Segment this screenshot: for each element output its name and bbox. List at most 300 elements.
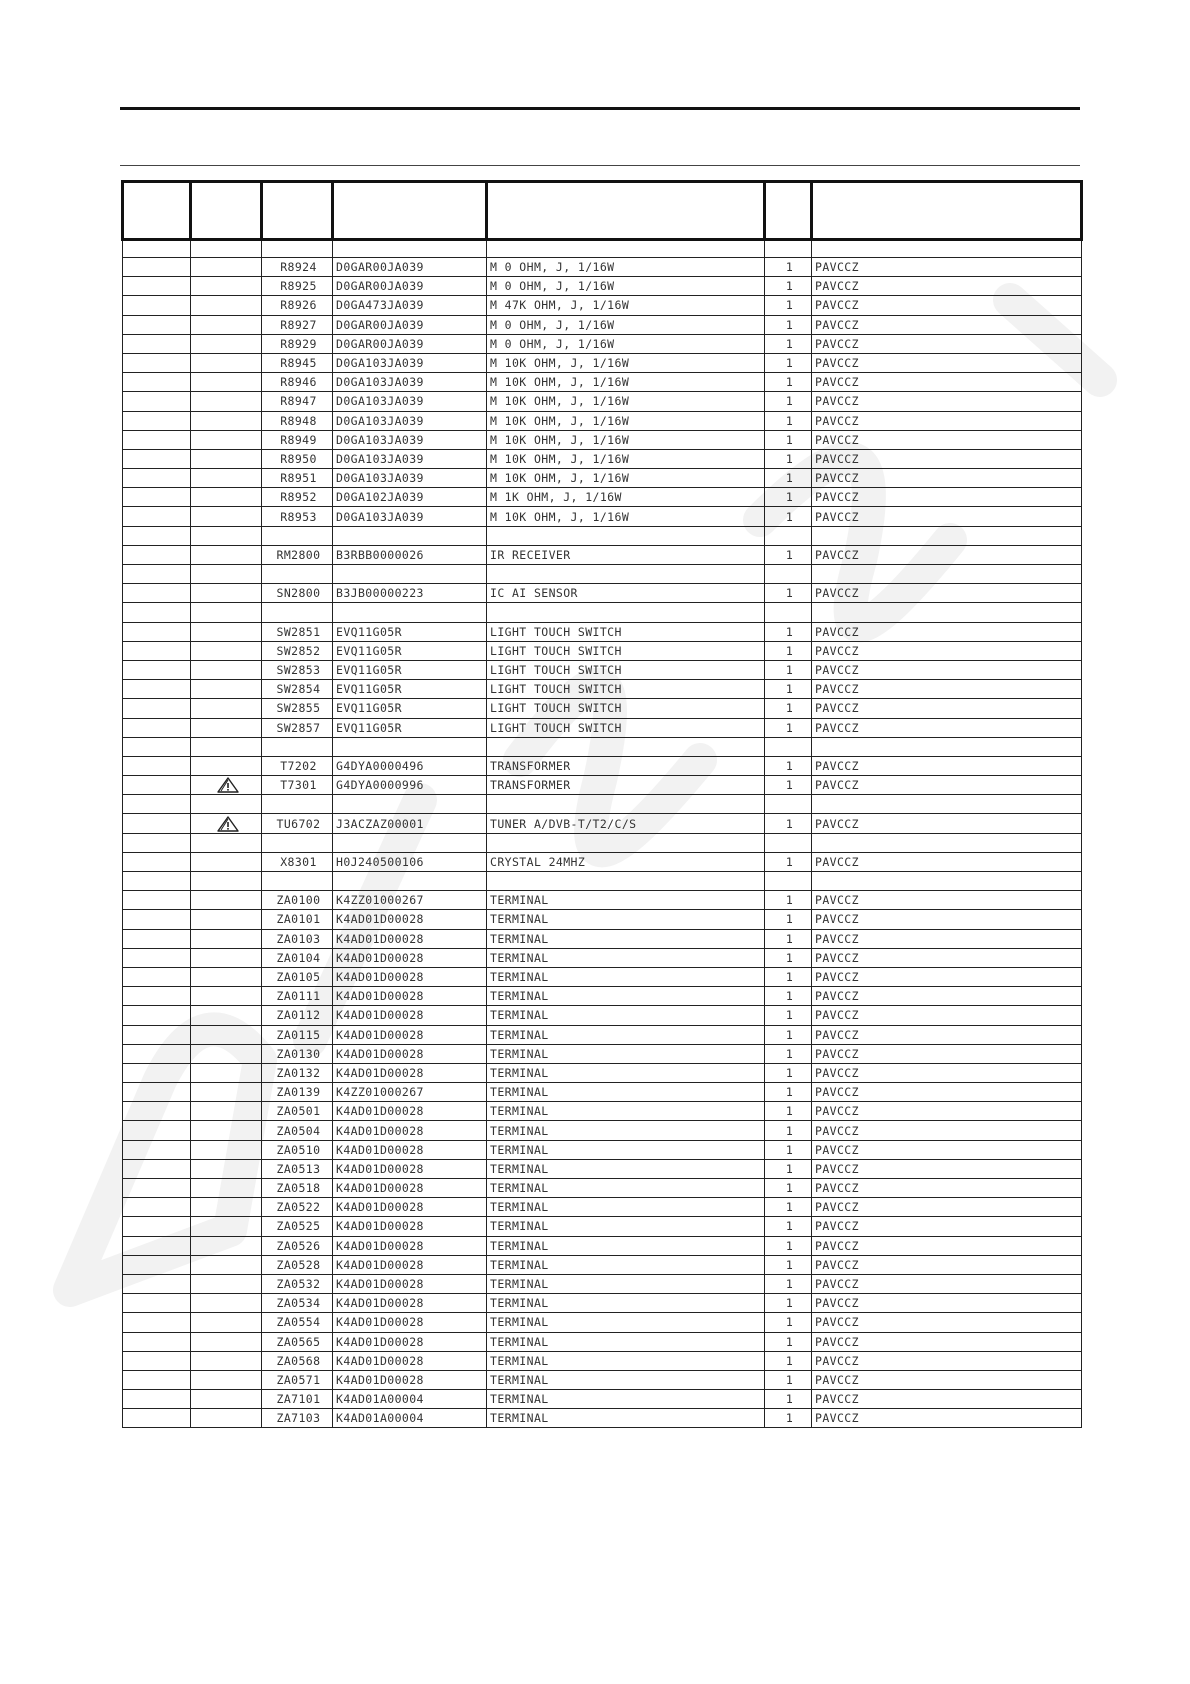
safety-mark-cell <box>191 1063 262 1082</box>
blank-cell <box>123 1159 191 1178</box>
spacer-row <box>123 795 1082 814</box>
description-cell: TERMINAL <box>487 1044 765 1063</box>
description-cell: TERMINAL <box>487 1006 765 1025</box>
blank-cell <box>123 1294 191 1313</box>
remarks-cell: PAVCCZ <box>812 1121 1082 1140</box>
ref-no-cell: ZA0518 <box>262 1179 333 1198</box>
blank-cell <box>123 1313 191 1332</box>
remarks-cell: PAVCCZ <box>812 1159 1082 1178</box>
ref-no-cell: R8952 <box>262 488 333 507</box>
part-no-cell: K4AD01D00028 <box>333 1044 487 1063</box>
quantity-cell: 1 <box>765 699 812 718</box>
blank-cell <box>123 1390 191 1409</box>
ref-no-cell: RM2800 <box>262 545 333 564</box>
part-no-cell: D0GA103JA039 <box>333 411 487 430</box>
remarks-cell: PAVCCZ <box>812 776 1082 795</box>
ref-no-cell: SW2852 <box>262 641 333 660</box>
safety-mark-cell <box>191 1217 262 1236</box>
remarks-cell <box>812 872 1082 891</box>
description-cell <box>487 565 765 584</box>
part-no-cell: D0GA103JA039 <box>333 430 487 449</box>
table-row <box>123 469 1082 488</box>
ref-no-cell: ZA0513 <box>262 1159 333 1178</box>
remarks-cell: PAVCCZ <box>812 353 1082 372</box>
remarks-cell <box>812 240 1082 258</box>
remarks-cell: PAVCCZ <box>812 584 1082 603</box>
safety-mark-cell <box>191 641 262 660</box>
description-cell: LIGHT TOUCH SWITCH <box>487 641 765 660</box>
safety-mark-cell <box>191 1332 262 1351</box>
part-no-cell: K4AD01D00028 <box>333 1159 487 1178</box>
remarks-cell: PAVCCZ <box>812 1236 1082 1255</box>
ref-no-cell: R8953 <box>262 507 333 526</box>
ref-no-cell: ZA0139 <box>262 1083 333 1102</box>
part-no-cell <box>333 603 487 622</box>
safety-mark-cell <box>191 910 262 929</box>
quantity-cell: 1 <box>765 1217 812 1236</box>
description-cell: TERMINAL <box>487 1198 765 1217</box>
quantity-cell: 1 <box>765 814 812 833</box>
spacer-row <box>123 526 1082 545</box>
blank-cell <box>123 334 191 353</box>
blank-cell <box>123 1198 191 1217</box>
safety-mark-cell <box>191 392 262 411</box>
part-no-cell: K4AD01D00028 <box>333 929 487 948</box>
remarks-cell: PAVCCZ <box>812 1140 1082 1159</box>
safety-mark-cell <box>191 1159 262 1178</box>
quantity-cell <box>765 833 812 852</box>
part-no-cell: D0GA103JA039 <box>333 449 487 468</box>
remarks-cell: PAVCCZ <box>812 1044 1082 1063</box>
safety-mark-cell <box>191 315 262 334</box>
blank-cell <box>123 353 191 372</box>
part-no-cell: K4AD01D00028 <box>333 1140 487 1159</box>
header-cell-2 <box>191 182 262 240</box>
quantity-cell: 1 <box>765 1255 812 1274</box>
table-row <box>123 1255 1082 1274</box>
ref-no-cell: ZA0554 <box>262 1313 333 1332</box>
blank-cell <box>123 1370 191 1389</box>
safety-mark-cell <box>191 1313 262 1332</box>
ref-no-cell <box>262 240 333 258</box>
part-no-cell: EVQ11G05R <box>333 718 487 737</box>
safety-mark-cell <box>191 814 262 833</box>
description-cell: TERMINAL <box>487 1140 765 1159</box>
description-cell: TRANSFORMER <box>487 756 765 775</box>
quantity-cell: 1 <box>765 1390 812 1409</box>
safety-mark-cell <box>191 660 262 679</box>
safety-mark-cell <box>191 1390 262 1409</box>
remarks-cell: PAVCCZ <box>812 488 1082 507</box>
remarks-cell <box>812 603 1082 622</box>
table-row <box>123 296 1082 315</box>
part-no-cell: D0GAR00JA039 <box>333 258 487 277</box>
remarks-cell: PAVCCZ <box>812 699 1082 718</box>
ref-no-cell: T7202 <box>262 756 333 775</box>
ref-no-cell: ZA0105 <box>262 967 333 986</box>
description-cell: TERMINAL <box>487 967 765 986</box>
ref-no-cell: R8948 <box>262 411 333 430</box>
description-cell: LIGHT TOUCH SWITCH <box>487 718 765 737</box>
safety-mark-cell <box>191 967 262 986</box>
spacer-row <box>123 872 1082 891</box>
part-no-cell <box>333 737 487 756</box>
description-cell: M 0 OHM, J, 1/16W <box>487 277 765 296</box>
spacer-row <box>123 565 1082 584</box>
ref-no-cell: ZA0501 <box>262 1102 333 1121</box>
safety-mark-cell <box>191 507 262 526</box>
part-no-cell: G4DYA0000496 <box>333 756 487 775</box>
quantity-cell <box>765 737 812 756</box>
description-cell: M 10K OHM, J, 1/16W <box>487 353 765 372</box>
remarks-cell: PAVCCZ <box>812 622 1082 641</box>
part-no-cell: K4AD01D00028 <box>333 1198 487 1217</box>
table-row <box>123 660 1082 679</box>
table-row <box>123 1102 1082 1121</box>
warning-triangle-icon <box>217 777 239 793</box>
blank-cell <box>123 1409 191 1428</box>
table-row <box>123 392 1082 411</box>
quantity-cell: 1 <box>765 469 812 488</box>
quantity-cell: 1 <box>765 1063 812 1082</box>
safety-mark-cell <box>191 1409 262 1428</box>
description-cell <box>487 603 765 622</box>
safety-mark-cell <box>191 776 262 795</box>
blank-cell <box>123 1274 191 1293</box>
blank-cell <box>123 1044 191 1063</box>
remarks-cell: PAVCCZ <box>812 315 1082 334</box>
part-no-cell: D0GA103JA039 <box>333 373 487 392</box>
description-cell: TERMINAL <box>487 1370 765 1389</box>
blank-cell <box>123 872 191 891</box>
safety-mark-cell <box>191 603 262 622</box>
remarks-cell: PAVCCZ <box>812 1198 1082 1217</box>
description-cell: TERMINAL <box>487 1083 765 1102</box>
safety-mark-cell <box>191 258 262 277</box>
part-no-cell <box>333 872 487 891</box>
quantity-cell: 1 <box>765 1025 812 1044</box>
quantity-cell: 1 <box>765 1332 812 1351</box>
blank-cell <box>123 987 191 1006</box>
ref-no-cell: ZA0100 <box>262 891 333 910</box>
blank-cell <box>123 277 191 296</box>
safety-mark-cell <box>191 756 262 775</box>
ref-no-cell: R8945 <box>262 353 333 372</box>
blank-cell <box>123 603 191 622</box>
safety-mark-cell <box>191 1006 262 1025</box>
remarks-cell: PAVCCZ <box>812 967 1082 986</box>
description-cell: TERMINAL <box>487 910 765 929</box>
remarks-cell: PAVCCZ <box>812 1351 1082 1370</box>
blank-cell <box>123 1217 191 1236</box>
safety-mark-cell <box>191 948 262 967</box>
ref-no-cell: SW2857 <box>262 718 333 737</box>
part-no-cell: K4AD01D00028 <box>333 1255 487 1274</box>
quantity-cell: 1 <box>765 948 812 967</box>
quantity-cell: 1 <box>765 545 812 564</box>
ref-no-cell: ZA0525 <box>262 1217 333 1236</box>
part-no-cell: D0GA473JA039 <box>333 296 487 315</box>
safety-mark-cell <box>191 1044 262 1063</box>
blank-cell <box>123 392 191 411</box>
part-no-cell <box>333 526 487 545</box>
safety-mark-cell <box>191 1370 262 1389</box>
table-row <box>123 411 1082 430</box>
ref-no-cell <box>262 565 333 584</box>
table-row <box>123 929 1082 948</box>
remarks-cell: PAVCCZ <box>812 680 1082 699</box>
ref-no-cell: ZA0111 <box>262 987 333 1006</box>
quantity-cell: 1 <box>765 1044 812 1063</box>
ref-no-cell: R8947 <box>262 392 333 411</box>
blank-cell <box>123 240 191 258</box>
table-row <box>123 948 1082 967</box>
table-row <box>123 1025 1082 1044</box>
part-no-cell: D0GA103JA039 <box>333 507 487 526</box>
blank-cell <box>123 526 191 545</box>
ref-no-cell: X8301 <box>262 852 333 871</box>
table-row <box>123 641 1082 660</box>
ref-no-cell: ZA0132 <box>262 1063 333 1082</box>
remarks-cell: PAVCCZ <box>812 545 1082 564</box>
safety-mark-cell <box>191 929 262 948</box>
blank-cell <box>123 507 191 526</box>
table-row <box>123 258 1082 277</box>
ref-no-cell: SW2853 <box>262 660 333 679</box>
remarks-cell: PAVCCZ <box>812 852 1082 871</box>
description-cell: TERMINAL <box>487 1063 765 1082</box>
part-no-cell <box>333 833 487 852</box>
quantity-cell: 1 <box>765 1006 812 1025</box>
description-cell: M 10K OHM, J, 1/16W <box>487 507 765 526</box>
blank-cell <box>123 545 191 564</box>
quantity-cell: 1 <box>765 660 812 679</box>
description-cell: TERMINAL <box>487 1255 765 1274</box>
description-cell: LIGHT TOUCH SWITCH <box>487 699 765 718</box>
quantity-cell: 1 <box>765 1159 812 1178</box>
table-row <box>123 334 1082 353</box>
description-cell: M 10K OHM, J, 1/16W <box>487 373 765 392</box>
ref-no-cell: ZA0103 <box>262 929 333 948</box>
blank-cell <box>123 718 191 737</box>
table-row <box>123 1140 1082 1159</box>
ref-no-cell: R8929 <box>262 334 333 353</box>
description-cell: M 10K OHM, J, 1/16W <box>487 411 765 430</box>
remarks-cell: PAVCCZ <box>812 507 1082 526</box>
spacer-row <box>123 737 1082 756</box>
ref-no-cell: R8927 <box>262 315 333 334</box>
quantity-cell: 1 <box>765 1313 812 1332</box>
safety-mark-cell <box>191 545 262 564</box>
remarks-cell: PAVCCZ <box>812 392 1082 411</box>
safety-mark-cell <box>191 411 262 430</box>
quantity-cell: 1 <box>765 967 812 986</box>
remarks-cell <box>812 795 1082 814</box>
description-cell: LIGHT TOUCH SWITCH <box>487 660 765 679</box>
quantity-cell: 1 <box>765 373 812 392</box>
blank-cell <box>123 411 191 430</box>
remarks-cell: PAVCCZ <box>812 641 1082 660</box>
ref-no-cell: ZA0101 <box>262 910 333 929</box>
safety-mark-cell <box>191 872 262 891</box>
part-no-cell: K4ZZ01000267 <box>333 1083 487 1102</box>
description-cell: CRYSTAL 24MHZ <box>487 852 765 871</box>
description-cell: TERMINAL <box>487 1294 765 1313</box>
blank-cell <box>123 795 191 814</box>
ref-no-cell: ZA7103 <box>262 1409 333 1428</box>
ref-no-cell: ZA0528 <box>262 1255 333 1274</box>
safety-mark-cell <box>191 296 262 315</box>
quantity-cell: 1 <box>765 776 812 795</box>
top-rule <box>120 107 1080 110</box>
description-cell: M 10K OHM, J, 1/16W <box>487 430 765 449</box>
remarks-cell: PAVCCZ <box>812 1006 1082 1025</box>
blank-cell <box>123 814 191 833</box>
part-no-cell: D0GA103JA039 <box>333 469 487 488</box>
remarks-cell: PAVCCZ <box>812 1332 1082 1351</box>
description-cell: TERMINAL <box>487 1025 765 1044</box>
quantity-cell: 1 <box>765 584 812 603</box>
table-row <box>123 488 1082 507</box>
remarks-cell: PAVCCZ <box>812 373 1082 392</box>
table-header-row <box>123 182 1082 240</box>
description-cell: M 1K OHM, J, 1/16W <box>487 488 765 507</box>
quantity-cell: 1 <box>765 334 812 353</box>
header-cell-1 <box>123 182 191 240</box>
description-cell: M 10K OHM, J, 1/16W <box>487 469 765 488</box>
table-row <box>123 776 1082 795</box>
quantity-cell: 1 <box>765 507 812 526</box>
part-no-cell <box>333 565 487 584</box>
ref-no-cell: R8949 <box>262 430 333 449</box>
part-no-cell: K4ZZ01000267 <box>333 891 487 910</box>
safety-mark-cell <box>191 852 262 871</box>
blank-cell <box>123 1025 191 1044</box>
quantity-cell: 1 <box>765 488 812 507</box>
table-row <box>123 353 1082 372</box>
blank-cell <box>123 967 191 986</box>
safety-mark-cell <box>191 1083 262 1102</box>
part-no-cell: K4AD01D00028 <box>333 1025 487 1044</box>
description-cell <box>487 872 765 891</box>
ref-no-cell: ZA0112 <box>262 1006 333 1025</box>
ref-no-cell: SW2855 <box>262 699 333 718</box>
ref-no-cell: ZA0130 <box>262 1044 333 1063</box>
blank-cell <box>123 430 191 449</box>
blank-cell <box>123 833 191 852</box>
part-no-cell: D0GAR00JA039 <box>333 315 487 334</box>
table-row <box>123 1274 1082 1293</box>
header-cell-4 <box>333 182 487 240</box>
ref-no-cell: R8924 <box>262 258 333 277</box>
description-cell: M 0 OHM, J, 1/16W <box>487 334 765 353</box>
safety-mark-cell <box>191 565 262 584</box>
description-cell: LIGHT TOUCH SWITCH <box>487 680 765 699</box>
safety-mark-cell <box>191 526 262 545</box>
part-no-cell: EVQ11G05R <box>333 622 487 641</box>
parts-table <box>121 180 1083 1428</box>
blank-cell <box>123 660 191 679</box>
blank-cell <box>123 1179 191 1198</box>
spacer-row <box>123 240 1082 258</box>
ref-no-cell <box>262 603 333 622</box>
description-cell: TERMINAL <box>487 1390 765 1409</box>
part-no-cell: K4AD01D00028 <box>333 1351 487 1370</box>
remarks-cell: PAVCCZ <box>812 277 1082 296</box>
quantity-cell: 1 <box>765 296 812 315</box>
blank-cell <box>123 1121 191 1140</box>
table-row <box>123 910 1082 929</box>
table-row <box>123 373 1082 392</box>
part-no-cell: D0GA103JA039 <box>333 392 487 411</box>
table-row <box>123 449 1082 468</box>
part-no-cell: D0GAR00JA039 <box>333 277 487 296</box>
safety-mark-cell <box>191 584 262 603</box>
description-cell: TERMINAL <box>487 1217 765 1236</box>
table-row <box>123 1159 1082 1178</box>
blank-cell <box>123 910 191 929</box>
safety-mark-cell <box>191 699 262 718</box>
quantity-cell: 1 <box>765 987 812 1006</box>
quantity-cell: 1 <box>765 852 812 871</box>
remarks-cell: PAVCCZ <box>812 1390 1082 1409</box>
blank-cell <box>123 449 191 468</box>
part-no-cell: K4AD01D00028 <box>333 1006 487 1025</box>
description-cell: TERMINAL <box>487 1409 765 1428</box>
header-rule <box>120 165 1080 166</box>
table-row <box>123 891 1082 910</box>
description-cell: TERMINAL <box>487 1351 765 1370</box>
blank-cell <box>123 1006 191 1025</box>
remarks-cell: PAVCCZ <box>812 660 1082 679</box>
blank-cell <box>123 680 191 699</box>
table-row <box>123 987 1082 1006</box>
part-no-cell: D0GA102JA039 <box>333 488 487 507</box>
blank-cell <box>123 469 191 488</box>
blank-cell <box>123 296 191 315</box>
safety-mark-cell <box>191 1140 262 1159</box>
remarks-cell: PAVCCZ <box>812 1217 1082 1236</box>
quantity-cell: 1 <box>765 258 812 277</box>
part-no-cell: K4AD01D00028 <box>333 1313 487 1332</box>
part-no-cell: K4AD01A00004 <box>333 1409 487 1428</box>
remarks-cell: PAVCCZ <box>812 814 1082 833</box>
blank-cell <box>123 737 191 756</box>
quantity-cell: 1 <box>765 430 812 449</box>
ref-no-cell: R8926 <box>262 296 333 315</box>
ref-no-cell: SW2851 <box>262 622 333 641</box>
quantity-cell: 1 <box>765 277 812 296</box>
quantity-cell: 1 <box>765 1370 812 1389</box>
spacer-row <box>123 603 1082 622</box>
remarks-cell: PAVCCZ <box>812 929 1082 948</box>
table-row <box>123 1179 1082 1198</box>
part-no-cell: K4AD01D00028 <box>333 1274 487 1293</box>
description-cell: TRANSFORMER <box>487 776 765 795</box>
description-cell: TERMINAL <box>487 1102 765 1121</box>
quantity-cell: 1 <box>765 315 812 334</box>
blank-cell <box>123 1236 191 1255</box>
description-cell: TUNER A/DVB-T/T2/C/S <box>487 814 765 833</box>
ref-no-cell: R8925 <box>262 277 333 296</box>
safety-mark-cell <box>191 373 262 392</box>
safety-mark-cell <box>191 1236 262 1255</box>
description-cell <box>487 526 765 545</box>
safety-mark-cell <box>191 833 262 852</box>
quantity-cell: 1 <box>765 1083 812 1102</box>
quantity-cell: 1 <box>765 1121 812 1140</box>
quantity-cell: 1 <box>765 718 812 737</box>
